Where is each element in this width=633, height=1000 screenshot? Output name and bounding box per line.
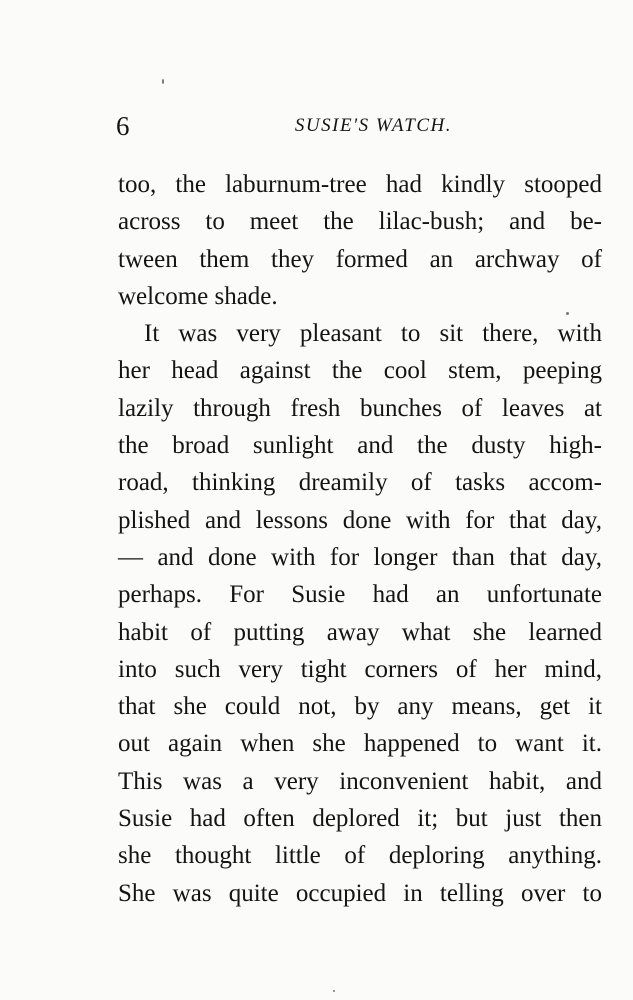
paper-speck [333, 990, 335, 992]
running-head: SUSIE'S WATCH. [294, 115, 452, 136]
body-text [118, 166, 602, 912]
paper-speck [566, 312, 569, 315]
text-line: out again when she happened to want it. [118, 730, 602, 758]
text-line: lazily through fresh bunches of leaves at [118, 394, 602, 422]
text-line: her head against the cool stem, peeping [118, 357, 602, 385]
text-line: She was quite occupied in telling over to [118, 879, 602, 907]
text-line: the broad sunlight and the dusty high- [118, 432, 602, 460]
text-line: too, the laburnum-tree had kindly stooped [118, 171, 602, 198]
paper-speck [162, 79, 164, 84]
text-line: habit of putting away what she learned [118, 618, 602, 646]
text-line: This was a very inconvenient habit, and [118, 767, 602, 795]
page-header [116, 108, 602, 144]
text-line: road, thinking dreamily of tasks accom- [118, 469, 602, 497]
text-line: she thought little of deploring anything. [118, 842, 602, 870]
text-line: plished and lessons done with for that day, [118, 506, 602, 534]
page-number: 6 [116, 111, 130, 141]
text-line: Susie had often deplored it; but just then [118, 805, 602, 833]
text-line: perhaps. For Susie had an unfortunate [118, 581, 602, 609]
text-line: that she could not, by any means, get it [118, 693, 602, 721]
text-line: into such very tight corners of her mind, [118, 655, 602, 683]
text-line: welcome shade. [118, 282, 278, 310]
text-line: tween them they formed an archway of [118, 245, 602, 273]
text-line: It was very pleasant to sit there, with [144, 320, 602, 348]
text-line: — and done with for longer than that day, [118, 543, 602, 571]
text-line: across to meet the lilac-bush; and be- [118, 208, 602, 236]
